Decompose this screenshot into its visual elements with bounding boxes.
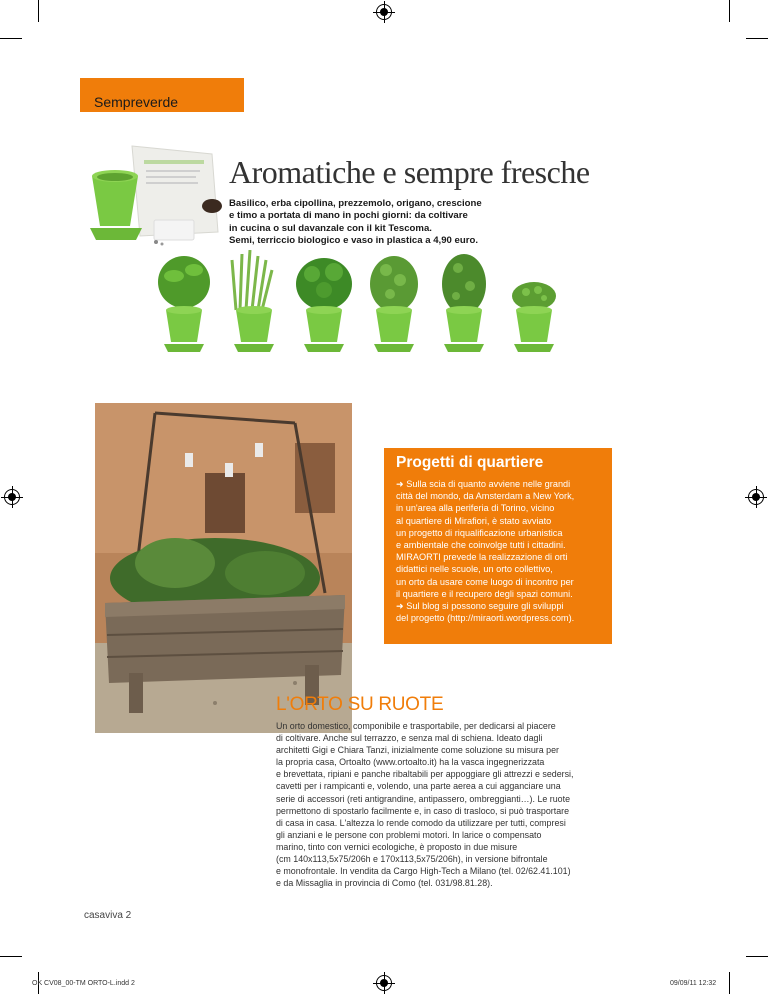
lead-line: e timo a portata di mano in pochi giorni: da coltivare xyxy=(229,210,468,222)
box-line: didattici nelle scuole, un orto collettivo, xyxy=(396,564,553,575)
body-line: permettono di spostarlo facilmente e, in caso di trasloco, si può trasportare xyxy=(276,805,570,816)
registration-mark-icon xyxy=(376,4,392,20)
arrow-icon: ➜ xyxy=(396,479,404,489)
basil-pot xyxy=(158,256,210,352)
body-line: la propria casa, Ortoalto (www.ortoalto.it) ha la vasca ingegnerizzata xyxy=(276,757,545,768)
page-folio: casaviva 2 xyxy=(84,910,132,921)
body-line: cavetti per i rampicanti e, volendo, una parte aerea a cui agganciare una xyxy=(276,781,561,792)
registration-mark-icon xyxy=(376,975,392,991)
article-headline: Aromatiche e sempre fresche xyxy=(229,154,590,190)
box-line: MIRAORTI prevede la realizzazione di orti xyxy=(396,552,568,563)
arrow-icon: ➜ xyxy=(396,601,404,612)
herb-kit-image xyxy=(84,140,224,250)
crop-mark xyxy=(746,956,768,957)
box-line: ➜ Sulla scia di quanto avviene nelle grandi xyxy=(396,479,571,489)
chives-pot xyxy=(232,250,274,352)
body-line: e da Missaglia in provincia di Como (tel. 031/98.81.28). xyxy=(276,878,493,889)
body-line: di casa in casa. L'altezza lo rende comodo da utilizzare per tutti, compresi xyxy=(276,817,566,828)
print-slug: OK CV08_00-TM ORTO-L.indd 2 xyxy=(32,980,135,987)
orto-title: L'ORTO SU RUOTE xyxy=(276,694,444,715)
crop-mark xyxy=(38,0,39,22)
oregano-pot xyxy=(370,256,418,352)
body-line: marino, tinto con vernici ecologiche, è proposto in due misure xyxy=(276,841,518,852)
box-line: del progetto (http://miraorti.wordpress.com). xyxy=(396,613,575,624)
body-line: Un orto domestico, componibile e trasportabile, per dedicarsi al piacere xyxy=(276,721,556,731)
crop-mark xyxy=(0,956,22,957)
cress-pot xyxy=(512,282,556,352)
parsley-pot xyxy=(296,258,352,352)
lead-line: Semi, terriccio biologico e vaso in plastica a 4,90 euro. xyxy=(229,235,478,247)
raised-planter-photo xyxy=(95,403,352,733)
crop-mark xyxy=(729,972,730,994)
body-line: gli anziani e le persone con problemi motori. In larice o compensato xyxy=(276,829,542,840)
body-line: di coltivare. Anche sul terrazzo, e senza mal di schiena. Ideato dagli xyxy=(276,733,543,744)
orto-body xyxy=(276,720,626,889)
box-line: un progetto di riqualificazione urbanistica xyxy=(396,527,563,538)
registration-mark-icon xyxy=(748,489,764,505)
section-tab xyxy=(80,78,244,112)
lead-line: in cucina o sul davanzale con il kit Tescoma. xyxy=(229,222,432,234)
lead-line: Basilico, erba cipollina, prezzemolo, origano, crescione xyxy=(229,198,482,209)
sidebar-box-title: Progetti di quartiere xyxy=(396,454,544,471)
body-line: architetti Gigi e Chiara Tanzi, inizialmente come soluzione su misura per xyxy=(276,745,559,756)
sidebar-box-text xyxy=(396,478,602,624)
body-line: serie di accessori (reti antigrandine, antipassero, ombreggianti…). Le ruote xyxy=(276,793,571,804)
print-timestamp: 09/09/11 12:32 xyxy=(670,980,717,987)
sidebar-box xyxy=(384,448,612,644)
herb-pots-image xyxy=(146,250,566,360)
body-line: (cm 140x113,5x75/206h e 170x113,5x75/206h), in versione bifrontale xyxy=(276,854,548,865)
box-line: un orto da usare come luogo di incontro per xyxy=(396,576,574,587)
body-line: e monofrontale. In vendita da Cargo High-Tech a Milano (tel. 02/62.41.101) xyxy=(276,866,571,877)
article-lead xyxy=(229,198,549,248)
box-line: il quartiere e il recupero degli spazi comuni. xyxy=(396,588,573,599)
body-line: e brevettata, ripiani e panche ribaltabili per appoggiare gli attrezzi e sedersi, xyxy=(276,769,574,780)
box-line: al quartiere di Mirafiori, è stato avviato xyxy=(396,515,552,526)
thyme-pot xyxy=(442,254,486,352)
section-label: Sempreverde xyxy=(94,94,179,110)
registration-mark-icon xyxy=(4,489,20,505)
crop-mark xyxy=(746,38,768,39)
crop-mark xyxy=(0,38,22,39)
box-line: città del mondo, da Amsterdam a New York, xyxy=(396,491,575,502)
box-line: ➜ Sul blog si possono seguire gli sviluppi xyxy=(396,601,564,612)
box-line: in un'area alla periferia di Torino, vicino xyxy=(396,503,555,514)
crop-mark xyxy=(729,0,730,22)
box-line: e ambientale che coinvolge tutti i cittadini. xyxy=(396,540,566,551)
